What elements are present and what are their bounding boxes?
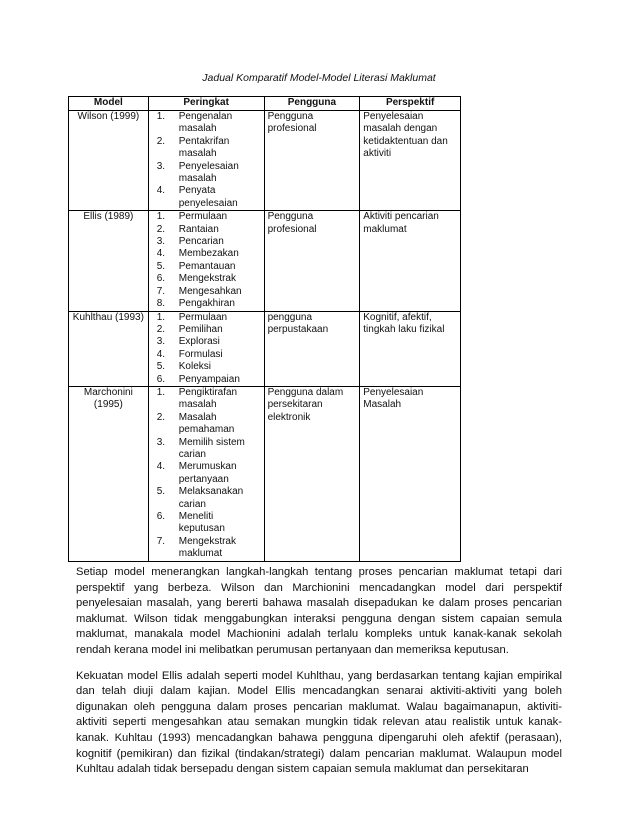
table-header-row bbox=[69, 97, 461, 111]
stage-label: Masalah pemahaman bbox=[178, 411, 235, 436]
stages-cell bbox=[148, 111, 264, 211]
stage-item bbox=[152, 536, 261, 561]
stage-number: 2. bbox=[156, 223, 166, 235]
stage-label: Mengekstrak maklumat bbox=[178, 535, 236, 560]
stage-item bbox=[152, 461, 261, 486]
stage-item bbox=[152, 324, 261, 336]
stage-item bbox=[152, 298, 261, 310]
stage-number: 3. bbox=[156, 336, 166, 348]
stage-number: 8. bbox=[156, 298, 166, 310]
stage-item bbox=[152, 349, 261, 361]
stage-label: Mengesahkan bbox=[178, 285, 242, 297]
stage-number: 1. bbox=[156, 211, 166, 223]
user-cell: Pengguna profesional bbox=[264, 111, 360, 211]
stage-label: Membezakan bbox=[178, 248, 239, 260]
stage-item bbox=[152, 374, 261, 386]
stage-number: 4. bbox=[156, 248, 166, 260]
stage-number: 5. bbox=[156, 486, 166, 498]
stage-number: 1. bbox=[156, 386, 166, 398]
header-model: Model bbox=[69, 97, 149, 111]
stage-number: 1. bbox=[156, 111, 166, 122]
stage-number: 7. bbox=[156, 535, 166, 547]
stage-item bbox=[152, 486, 261, 511]
model-cell: Wilson (1999) bbox=[69, 111, 149, 211]
stage-label: Pengiktirafan masalah bbox=[178, 386, 238, 411]
stage-item bbox=[152, 261, 261, 273]
table-row bbox=[69, 311, 461, 386]
stage-number: 4. bbox=[156, 185, 166, 197]
header-user: Pengguna bbox=[264, 97, 360, 111]
stage-label: Penyelesaian masalah bbox=[178, 160, 239, 185]
stage-item bbox=[152, 211, 261, 223]
stage-item bbox=[152, 136, 261, 161]
stages-cell bbox=[148, 311, 264, 386]
stage-label: Melaksanakan carian bbox=[178, 486, 244, 510]
perspective-cell: Kognitif, afektif, tingkah laku fizikal bbox=[360, 311, 461, 386]
table-row bbox=[69, 211, 461, 311]
stage-label: Pengakhiran bbox=[178, 298, 235, 310]
stage-number: 6. bbox=[156, 273, 166, 285]
stages-list bbox=[152, 312, 261, 386]
stage-item bbox=[152, 336, 261, 348]
stage-label: Pemilihan bbox=[178, 323, 223, 335]
stage-label: Pencarian bbox=[178, 236, 224, 248]
stages-list bbox=[152, 111, 261, 210]
user-cell: pengguna perpustakaan bbox=[264, 311, 360, 386]
paragraph: Kekuatan model Ellis adalah seperti model Kuhlthau, yang berdasarkan tentang kajian empirikal dan telah diuji dalam kajian. Model Ellis mencadangkan senarai aktiviti-aktiviti yang boleh digunakan oleh pengguna dalam proses pencarian maklumat. Walau bagaimanapun, aktiviti-aktiviti seperti mengesahkan atau semakan mungkin tidak relevan atau realistik untuk kanak-kanak. Kuhltau (1993) mencadangkan bahawa pengguna dipengaruhi oleh afektif (perasaan), kognitif (pemikiran) dan fizikal (tindakan/strategi) dalam pencarian maklumat. Walaupun model Kuhltau adalah tidak bersepadu dengan sistem capaian semula maklumat dan persekitaran bbox=[76, 669, 562, 776]
stages-cell bbox=[148, 211, 264, 311]
perspective-cell: Penyelesaian Masalah bbox=[360, 386, 461, 561]
stage-number: 4. bbox=[156, 461, 166, 473]
table-caption: Jadual Komparatif Model-Model Literasi Maklumat bbox=[202, 72, 436, 84]
stage-label: Penyata penyelesaian bbox=[178, 185, 238, 209]
stage-label: Permulaan bbox=[178, 311, 228, 323]
stage-number: 4. bbox=[156, 348, 166, 360]
table-row bbox=[69, 111, 461, 211]
stages-list bbox=[152, 211, 261, 310]
stage-item bbox=[152, 437, 261, 462]
paragraph: Setiap model menerangkan langkah-langkah tentang proses pencarian maklumat tetapi dari perspektif yang berbeza. Wilson dan Marchionini mencadangkan model dari perspektif penyelesaian masalah, yang bererti bahawa masalah disepadukan ke dalam proses pencarian maklumat. Wilson tidak menggabungkan interaksi pengguna dengan sistem capaian semula maklumat, manakala model Machionini adalah terlalu kompleks untuk kanak-kanak sekolah rendah kerana model ini melibatkan perumusan pertanyaan dan memeriksa keputusan. bbox=[76, 566, 562, 656]
stage-item bbox=[152, 185, 261, 210]
stage-item bbox=[152, 111, 261, 136]
stage-label: Merumuskan pertanyaan bbox=[178, 461, 237, 485]
stage-item bbox=[152, 248, 261, 260]
stage-number: 2. bbox=[156, 411, 166, 423]
stage-number: 5. bbox=[156, 361, 166, 373]
stage-number: 3. bbox=[156, 236, 166, 248]
stage-item bbox=[152, 273, 261, 285]
stage-item bbox=[152, 387, 261, 412]
stage-item bbox=[152, 312, 261, 324]
stage-label: Penyampaian bbox=[178, 373, 240, 385]
perspective-cell: Aktiviti pencarian maklumat bbox=[360, 211, 461, 311]
stage-item bbox=[152, 224, 261, 236]
model-cell: Kuhlthau (1993) bbox=[69, 311, 149, 386]
comparison-table bbox=[68, 96, 461, 562]
stage-item bbox=[152, 236, 261, 248]
model-cell: Marchonini (1995) bbox=[69, 386, 149, 561]
stage-label: Permulaan bbox=[178, 211, 228, 223]
stage-item bbox=[152, 361, 261, 373]
stage-number: 6. bbox=[156, 373, 166, 385]
stage-number: 2. bbox=[156, 323, 166, 335]
stage-number: 1. bbox=[156, 311, 166, 323]
stage-item bbox=[152, 412, 261, 437]
stage-number: 6. bbox=[156, 511, 166, 522]
stage-number: 2. bbox=[156, 135, 166, 147]
body-text bbox=[76, 565, 562, 788]
header-stages: Peringkat bbox=[148, 97, 264, 111]
user-cell: Pengguna profesional bbox=[264, 211, 360, 311]
stage-label: Rantaian bbox=[178, 223, 219, 235]
user-cell: Pengguna dalam persekitaran elektronik bbox=[264, 386, 360, 561]
stage-label: Pemantauan bbox=[178, 260, 236, 272]
header-perspective: Perspektif bbox=[360, 97, 461, 111]
stage-label: Mengekstrak bbox=[178, 273, 236, 285]
stage-item bbox=[152, 286, 261, 298]
table-row bbox=[69, 386, 461, 561]
stage-label: Koleksi bbox=[178, 361, 211, 373]
stage-item bbox=[152, 161, 261, 186]
stage-label: Pengenalan masalah bbox=[178, 111, 233, 135]
stage-item bbox=[152, 511, 261, 536]
stage-number: 3. bbox=[156, 436, 166, 448]
model-cell: Ellis (1989) bbox=[69, 211, 149, 311]
stage-label: Pentakrifan masalah bbox=[178, 135, 230, 160]
stage-label: Explorasi bbox=[178, 336, 220, 348]
perspective-cell: Penyelesaian masalah dengan ketidaktentuan dan aktiviti bbox=[360, 111, 461, 211]
stage-number: 5. bbox=[156, 260, 166, 272]
stage-number: 7. bbox=[156, 285, 166, 297]
stage-label: Meneliti keputusan bbox=[178, 511, 225, 535]
stages-list bbox=[152, 387, 261, 561]
stage-label: Formulasi bbox=[178, 348, 223, 360]
stage-number: 3. bbox=[156, 160, 166, 172]
stages-cell bbox=[148, 386, 264, 561]
stage-label: Memilih sistem carian bbox=[178, 436, 245, 460]
